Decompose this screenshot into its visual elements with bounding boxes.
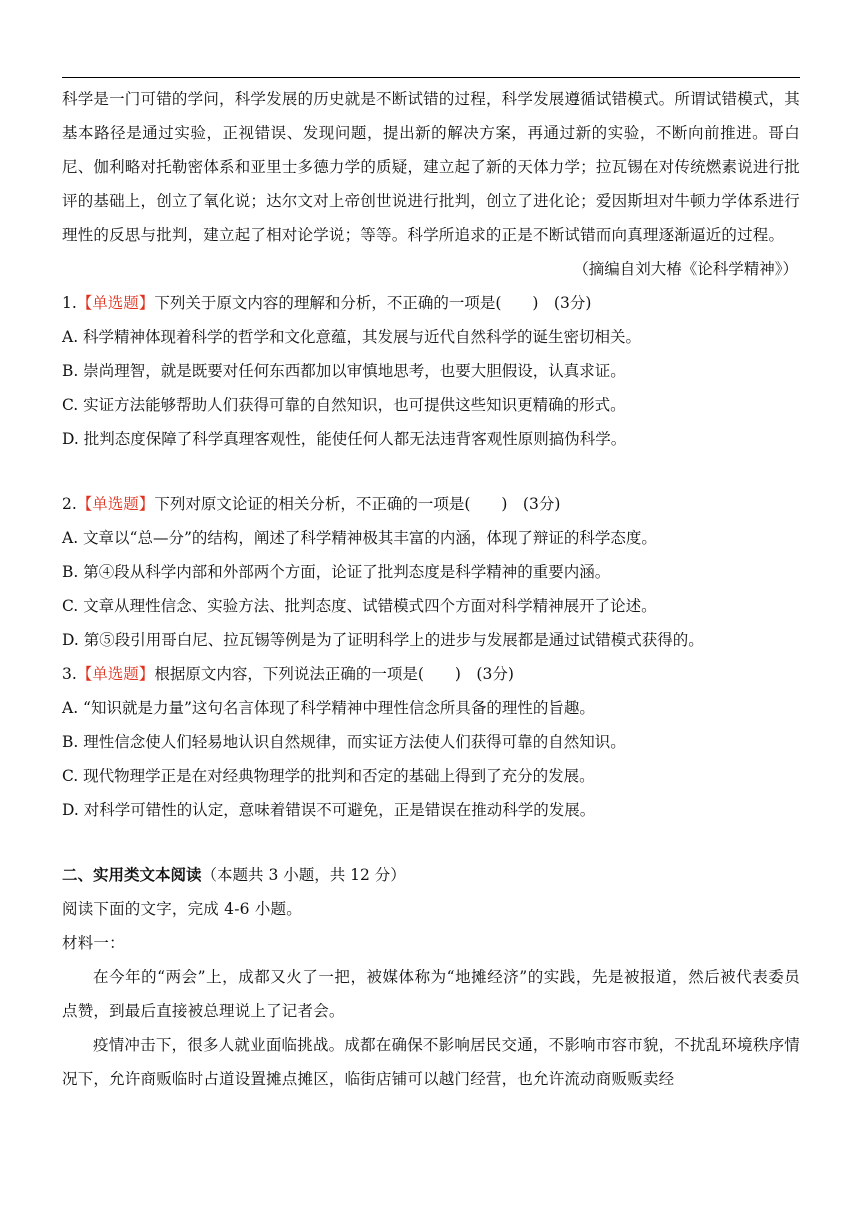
question-2: [62, 487, 800, 657]
question-type-tag: 【单选题】: [76, 495, 155, 513]
question-text: 根据原文内容，下列说法正确的一项是( ) (3分): [154, 665, 514, 683]
question-text: 下列对原文论证的相关分析，不正确的一项是( ) (3分): [154, 495, 561, 513]
question-stem: [62, 286, 800, 320]
option-a: A. “知识就是力量”这句名言体现了科学精神中理性信念所具备的理性的旨趣。: [62, 699, 595, 717]
question-number: 2.: [62, 495, 77, 513]
option-b: B. 理性信念使人们轻易地认识自然规律，而实证方法使人们获得可靠的自然知识。: [62, 733, 626, 751]
option-d: D. 第⑤段引用哥白尼、拉瓦锡等例是为了证明科学上的进步与发展都是通过试错模式获得的。: [62, 631, 704, 649]
option-a: A. 文章以“总—分”的结构，阐述了科学精神极其丰富的内涵，体现了辩证的科学态度。: [62, 529, 657, 547]
option-c: C. 文章从理性信念、实验方法、批判态度、试错模式四个方面对科学精神展开了论述。: [62, 597, 657, 615]
header-rule: [62, 77, 800, 78]
question-stem: [62, 657, 800, 691]
question-stem: [62, 487, 800, 521]
option-b: B. 崇尚理智，就是既要对任何东西都加以审慎地思考，也要大胆假设，认真求证。: [62, 362, 626, 380]
section-note: （本题共 3 小题，共 12 分）: [201, 866, 406, 884]
material-paragraph: 在今年的“两会”上，成都又火了一把，被媒体称为“地摊经济”的实践，先是被报道，然后被代表委员点赞，到最后直接被总理说上了记者会。: [62, 968, 800, 1020]
option-b: B. 第④段从科学内部和外部两个方面，论证了批判态度是科学精神的重要内涵。: [62, 563, 611, 581]
passage-paragraph: 科学是一门可错的学问，科学发展的历史就是不断试错的过程，科学发展遵循试错模式。所谓试错模式，其基本路径是通过实验，正视错误、发现问题，提出新的解决方案，再通过新的实验，不断向前推进。哥白尼、伽利略对托勒密体系和亚里士多德力学的质疑，建立起了新的天体力学；拉瓦锡在对传统燃素说进行批评的基础上，创立了氧化说；达尔文对上帝创世说进行批判，创立了进化论；爱因斯坦对牛顿力学体系进行理性的反思与批判，建立起了相对论学说；等等。科学所追求的正是不断试错而向真理逐渐逼近的过程。: [62, 90, 800, 244]
option-c: C. 现代物理学正是在对经典物理学的批判和否定的基础上得到了充分的发展。: [62, 767, 595, 785]
option-d: D. 对科学可错性的认定，意味着错误不可避免，正是错误在推动科学的发展。: [62, 801, 596, 819]
section-heading: [62, 858, 800, 892]
option-d: D. 批判态度保障了科学真理客观性，能使任何人都无法违背客观性原则搞伪科学。: [62, 430, 627, 448]
question-type-tag: 【单选题】: [76, 294, 155, 312]
passage-source: （摘编自刘大椿《论科学精神》）: [573, 260, 798, 278]
section-title: 二、实用类文本阅读: [62, 865, 202, 884]
question-number: 1.: [62, 294, 77, 312]
content: [62, 82, 800, 1096]
question-type-tag: 【单选题】: [76, 665, 155, 683]
option-a: A. 科学精神体现着科学的哲学和文化意蕴，其发展与近代自然科学的诞生密切相关。: [62, 328, 642, 346]
section-instruction: 阅读下面的文字，完成 4-6 小题。: [62, 900, 302, 918]
question-3: [62, 657, 800, 827]
question-number: 3.: [62, 665, 77, 683]
material-label: 材料一：: [62, 934, 125, 952]
question-text: 下列关于原文内容的理解和分析，不正确的一项是( ) (3分): [154, 294, 592, 312]
question-1: [62, 286, 800, 456]
spacer: [62, 456, 800, 487]
material-paragraph: 疫情冲击下，很多人就业面临挑战。成都在确保不影响居民交通，不影响市容市貌，不扰乱环境秩序情况下，允许商贩临时占道设置摊点摊区，临街店铺可以越门经营，也允许流动商贩贩卖经: [62, 1036, 800, 1088]
option-c: C. 实证方法能够帮助人们获得可靠的自然知识，也可提供这些知识更精确的形式。: [62, 396, 626, 414]
spacer: [62, 827, 800, 858]
section-2: [62, 858, 800, 1096]
